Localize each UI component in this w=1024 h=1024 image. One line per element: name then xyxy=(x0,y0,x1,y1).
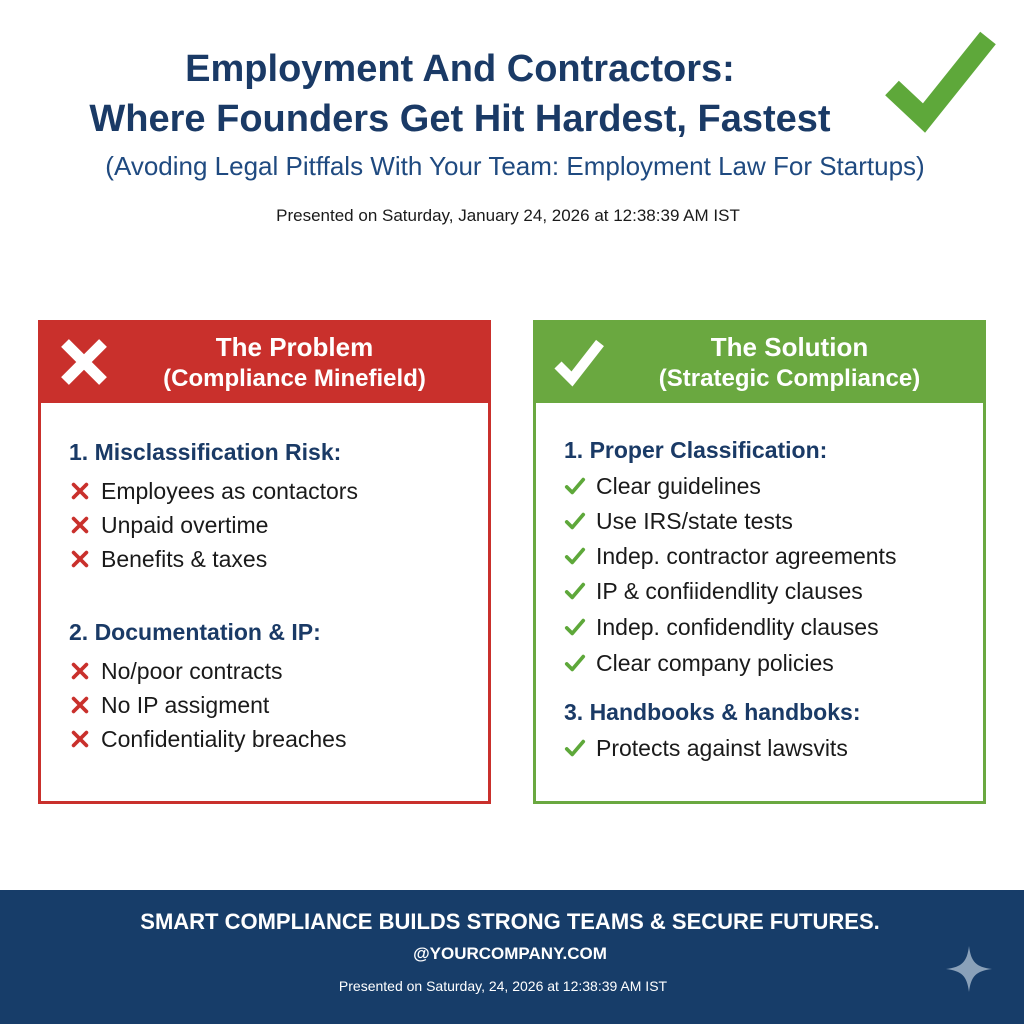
list-item xyxy=(562,732,848,764)
solution-subheading: (Strategic Compliance) xyxy=(658,365,921,392)
sparkle-icon xyxy=(944,944,994,994)
list-item xyxy=(67,509,268,541)
page-title-line-2: Where Founders Get Hit Hardest, Fastest xyxy=(89,98,831,140)
x-icon xyxy=(67,480,93,502)
subtitle: (Avoding Legal Pitffals With Your Team: Employment Law For Startups) xyxy=(105,151,925,181)
list-item xyxy=(67,655,283,687)
solution-panel-header xyxy=(536,323,983,403)
footer-tagline: SMART COMPLIANCE BUILDS STRONG TEAMS & SECURE FUTURES. xyxy=(140,909,880,934)
presented-date: Presented on Saturday, January 24, 2026 at 12:38:39 AM IST xyxy=(276,206,740,225)
x-icon xyxy=(67,548,93,570)
check-icon xyxy=(884,26,996,138)
list-item xyxy=(67,723,346,755)
list-item-text: Employees as contactors xyxy=(101,478,358,504)
list-item-text: Confidentiality breaches xyxy=(101,726,347,752)
list-item-text: Protects against lawsvits xyxy=(596,735,848,761)
check-icon xyxy=(562,737,588,759)
section-title: 1. Proper Classification: xyxy=(564,437,828,463)
list-item-text: Use IRS/state tests xyxy=(596,508,793,534)
footer-handle: @YOURCOMPANY.COM xyxy=(413,944,607,963)
list-item xyxy=(67,475,358,507)
list-item-text: Indep. contractor agreements xyxy=(596,543,897,569)
list-item-text: Clear guidelines xyxy=(596,473,761,499)
solution-panel-body xyxy=(536,403,983,801)
list-item-text: Indep. confidendlity clauses xyxy=(596,614,879,640)
problem-panel-body xyxy=(41,403,488,801)
check-icon xyxy=(562,475,588,497)
check-icon xyxy=(552,335,606,389)
section-title: 2. Documentation & IP: xyxy=(69,619,321,645)
list-item xyxy=(562,611,879,643)
x-icon xyxy=(67,728,93,750)
list-item xyxy=(562,505,793,537)
list-item xyxy=(562,647,834,679)
check-icon xyxy=(562,652,588,674)
solution-panel xyxy=(533,320,986,804)
list-item xyxy=(67,689,269,721)
check-icon xyxy=(562,580,588,602)
x-icon xyxy=(67,660,93,682)
section-title: 3. Handbooks & handboks: xyxy=(564,699,861,725)
list-item-text: No/poor contracts xyxy=(101,658,283,684)
footer-presented-date: Presented on Saturday, 24, 2026 at 12:38:39 AM IST xyxy=(338,978,668,994)
list-item-text: Unpaid overtime xyxy=(101,512,269,538)
page-title-line-1: Employment And Contractors: xyxy=(185,48,735,90)
list-item-text: Clear company policies xyxy=(596,650,834,676)
list-item xyxy=(562,575,863,607)
list-item-text: No IP assigment xyxy=(101,692,270,718)
check-icon xyxy=(562,510,588,532)
solution-heading: The Solution xyxy=(710,332,869,362)
list-item-text: IP & confiidendlity clauses xyxy=(596,578,863,604)
footer xyxy=(0,890,1024,1024)
section-title: 1. Misclassification Risk: xyxy=(69,439,342,465)
x-icon xyxy=(67,694,93,716)
x-icon xyxy=(67,514,93,536)
x-icon xyxy=(57,335,111,389)
problem-heading: The Problem xyxy=(215,332,374,362)
check-icon xyxy=(562,545,588,567)
problem-panel xyxy=(38,320,491,804)
list-item xyxy=(562,540,896,572)
list-item-text: Benefits & taxes xyxy=(101,546,268,572)
list-item xyxy=(67,543,267,575)
problem-panel-header xyxy=(41,323,488,403)
header xyxy=(0,0,1024,300)
problem-subheading: (Compliance Minefield) xyxy=(163,365,426,392)
list-item xyxy=(562,470,761,502)
check-icon xyxy=(562,616,588,638)
